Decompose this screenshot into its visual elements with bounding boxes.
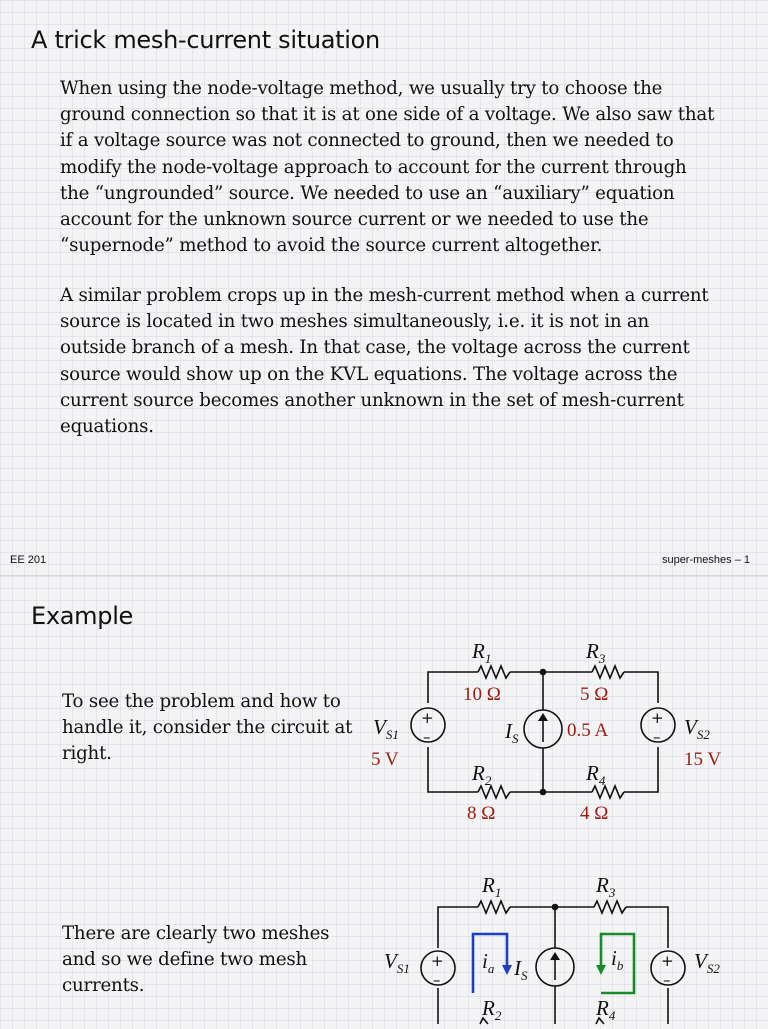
r1-label: $R_1$ — [482, 873, 502, 900]
minus-sign: – — [423, 728, 431, 746]
is-label: $I_S$ — [514, 956, 528, 983]
r4-value: 4 Ω — [580, 803, 609, 824]
plus-sign: + — [651, 709, 664, 727]
plus-sign: + — [421, 709, 434, 727]
slide-title: Example — [31, 602, 134, 630]
footer-page: super-meshes – 1 — [661, 554, 750, 566]
paragraph-node-voltage: When using the node-voltage method, we usually try to choose the ground connection so that it is at one side of a voltage. We also saw that if a voltage source was not connected to ground, then we needed to modify the node-voltage approach to account for the current through the “ungrounded” source. We needed to use an “auxiliary” equation account for the unknown source current or we needed to use the “supernode” method to avoid the source current altogether. — [60, 78, 715, 257]
example-intro-text: To see the problem and how to handle it, consider the circuit at right. — [62, 691, 353, 765]
vs1-label: $V_{S1}$ — [384, 949, 410, 976]
slide-title: A trick mesh-current situation — [31, 26, 380, 54]
vs1-value: 5 V — [371, 749, 399, 770]
vs2-label: $V_{S2}$ — [684, 715, 710, 742]
mesh-ib-arrow-icon — [596, 965, 606, 975]
is-value: 0.5 A — [567, 720, 609, 741]
wire — [626, 907, 668, 948]
r3-value: 5 Ω — [580, 684, 609, 705]
vs1-label: $V_{S1}$ — [373, 715, 399, 742]
vs2-value: 15 V — [684, 749, 722, 770]
minus-sign: – — [663, 971, 671, 989]
plus-sign: + — [661, 952, 674, 970]
r3-label: $R_3$ — [596, 873, 616, 900]
slide-2 — [0, 576, 768, 1024]
footer-course: EE 201 — [10, 554, 47, 566]
mesh-intro-text: There are clearly two meshes and so we define two mesh currents. — [62, 923, 330, 997]
minus-sign: – — [433, 971, 441, 989]
circuit-diagram-2 — [0, 576, 768, 1029]
plus-sign: + — [431, 952, 444, 970]
node-dot — [552, 904, 559, 911]
r4-label: $R_4$ — [596, 996, 616, 1023]
is-label: $I_S$ — [505, 719, 519, 746]
r2-label: $R_2$ — [482, 996, 502, 1023]
resistor-r1 — [478, 901, 510, 913]
r1-label: $R_1$ — [472, 639, 492, 666]
minus-sign: – — [653, 728, 661, 746]
r3-label: $R_3$ — [586, 639, 606, 666]
circuit-2-svg — [0, 576, 768, 1024]
r1-value: 10 Ω — [463, 684, 501, 705]
ib-label: $i_b$ — [611, 946, 624, 973]
r2-label: $R_2$ — [472, 761, 492, 788]
resistor-r3 — [594, 901, 626, 913]
ia-label: $i_a$ — [482, 949, 495, 976]
r2-value: 8 Ω — [467, 803, 496, 824]
arrowhead-icon — [550, 952, 560, 960]
mesh-ia-arrow-icon — [502, 965, 512, 975]
paragraph-mesh-current: A similar problem crops up in the mesh-current method when a current source is located in two meshes simultaneously, i.e. it is not in an outside branch of a mesh. In that case, the voltage across the current source would show up on the KVL equations. The voltage across the current source becomes another unknown in the set of mesh-current equations. — [60, 285, 709, 438]
r4-label: $R_4$ — [586, 761, 606, 788]
vs2-label: $V_{S2}$ — [694, 949, 720, 976]
